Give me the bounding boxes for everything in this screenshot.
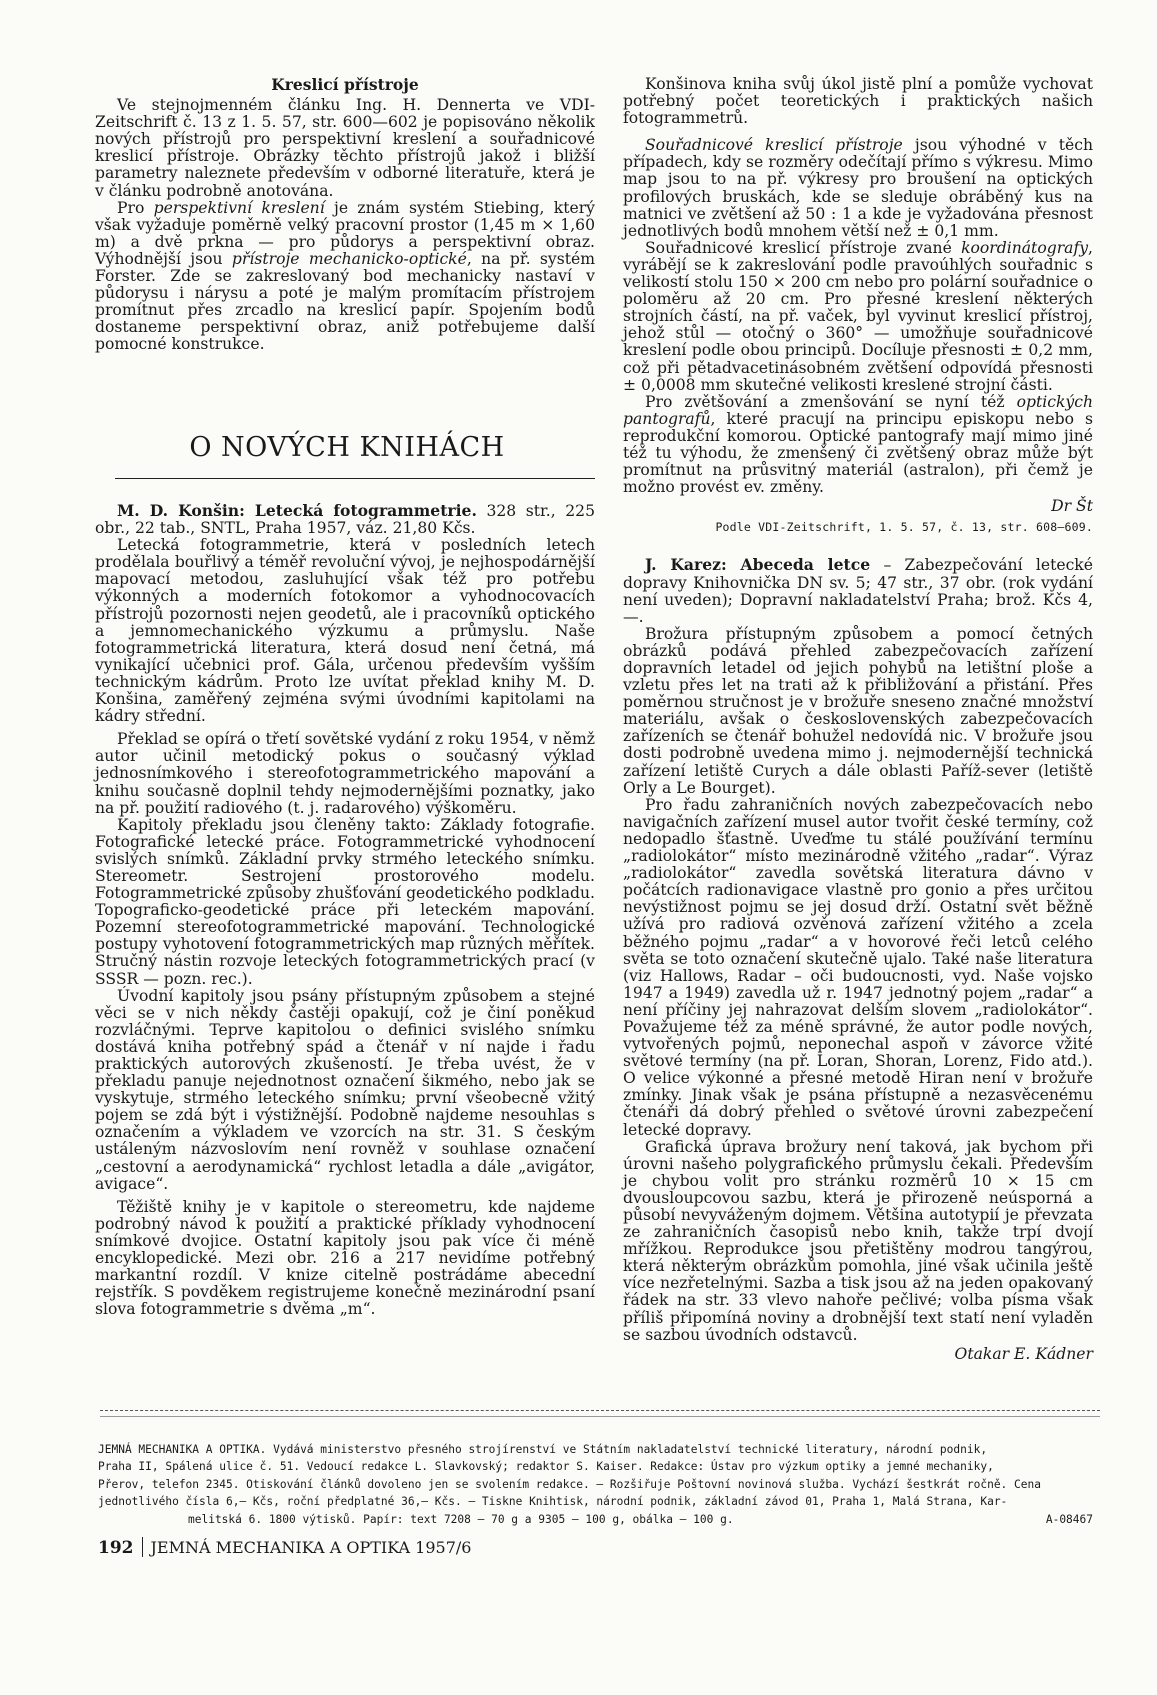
imprint-line-4: jednotlivého čísla 6,— Kčs, roční předplatné 36,— Kčs. — Tiskne Knihtisk, národní podnik, základní závod 01, Praha 1, Malá Strana, Kar-	[98, 1495, 1008, 1509]
imprint-line-3: Přerov, telefon 2345. Otiskování článků dovoleno jen se svolením redakce. – Rozšiřuje Poštovní novinová služba. Vychází šestkrát ročně. Cena	[98, 1477, 1041, 1491]
signature-dr-st: Dr Št	[1051, 497, 1093, 516]
kreslici-title: Kreslicí přístroje	[271, 75, 419, 94]
signature-kadner: Otakar E. Kádner	[954, 1344, 1093, 1363]
review1-header	[95, 502, 595, 537]
kreslici-paragraph-1: Ve stejnojmenném článku Ing. H. Dennerta ve VDI-Zeitschrift č. 13 z 1. 5. 57, str. 600—602 je popisováno několik nových přístrojů pro perspektivní kreslení a souřadnicové kreslicí přístroje. Obrázky těchto přístrojů jakož i bližší parametry naleznete především v odborné literatuře, která je v článku podrobně anotována.	[95, 96, 595, 200]
imprint-line-2: Praha II, Spálená ulice č. 51. Vedoucí redakce L. Slavkovský; redaktor S. Kaiser. Redakce: Ústav pro výzkum optiky a jemné mechaniky,	[98, 1460, 994, 1474]
review-konsin	[95, 502, 595, 1318]
review2-paragraph-3: Grafická úprava brožury není taková, jak bychom při úrovni našeho polygrafického průmyslu čekali. Především je chybou volit pro stránku rozměrů 10 × 15 cm dvousloupcovou sazbu, která je přirozeně neúsporná a působí nevyváženým dojmem. Většina autotypií je převzata ze zahraničních časopisů nebo knih, takže trpí dvojí mřížkou. Reprodukce jsou přetištěny modrou tangýrou, která některým obrázkům pomohla, jiné však učinila ještě více nezřetelnými. Sazba a tisk jsou až na jeden opakovaný řádek na str. 33 vlevo nahoře pečlivé; volba písma však příliš připomíná noviny a drobnější text statí není vyladěn se sazbou úvodních odstavců.	[623, 1137, 1093, 1344]
source-note: Podle VDI-Zeitschrift, 1. 5. 57, č. 13, str. 608—609.	[715, 520, 1093, 535]
review1-paragraph-2: Překlad se opírá o třetí sovětské vydání z roku 1954, v němž autor učinil metodický pokus o současný výklad jednosnímkového i stereofotogrammetrického mapování a knihu současně doplnil tehdy nejmodernějšími poznatky, jako na př. použití radiového (t. j. radarového) výškoměru.	[95, 730, 595, 817]
folio	[98, 1537, 471, 1558]
folio-divider	[142, 1537, 143, 1557]
review1-title: M. D. Konšin: Letecká fotogrammetrie.	[117, 501, 477, 520]
right-paragraph-2: Souřadnicové kreslicí přístroje jsou výhodné v těch případech, kdy se rozměry odečítají přímo s výkresu. Mimo map jsou to na př. výkresy pro broušení na optických profilových bruskách, kde se sleduje obráběný kus na matnici ve zvětšení až 50 : 1 a kde je vyžadována přesnost jednotlivých bodů mnohem větší než ± 0,1 mm.	[623, 136, 1093, 240]
kreslici-paragraph-2: Pro perspektivní kreslení je znám systém Stiebing, který však vyžaduje poměrně velký pracovní prostor (1,45 m × 1,60 m) a dvě prkna — pro půdorys a perspektivní obraz. Výhodnější jsou přístroje mechanicko-optické, na př. systém Forster. Zde se zakreslovaný bod mechanicky nastaví v půdorysu i nárysu a poté je malým promítacím přístrojem promítnut přes zrcadlo na kreslicí papír. Spojením bodů dostaneme perspektivní obraz, aniž potřebujeme další pomocné konstrukce.	[95, 198, 595, 354]
review1-meta: 328 str., 225 obr., 22 tab., SNTL, Praha 1957, váz. 21,80 Kčs.	[95, 502, 595, 538]
review1-paragraph-3: Kapitoly překladu jsou členěny takto: Základy fotografie. Fotografické letecké práce. Fotogrammetrické vyhodnocení svislých snímků. Základní prvky strmého leteckého snímku. Stereometr. Sestrojení prostorového modelu. Fotogrammetrické způsoby zhušťování geodetického podkladu. Topograficko-geodetické práce při leteckém mapování. Pozemní stereofotogrammetrické mapování. Technologické postupy vyhotovení fotogrammetrických map různých měřítek. Stručný nástin rozvoje leteckých fotogrammetrických prací (v SSSR — pozn. rec.).	[95, 815, 595, 988]
right-paragraph-4: Pro zvětšování a zmenšování se nyní též optických pantografů, které pracují na principu episkopu nebo s reprodukční komorou. Optické pantografy mají mimo jiné též tu výhodu, že zmenšený či zvětšený obraz může být promítnut na průsvitný materiál (astralon), při čemž je možno provést ev. změny.	[623, 392, 1093, 497]
review2-meta: – Zabezpečování letecké dopravy Knihovnička DN sv. 5; 47 str., 37 obr. (rok vydání není uveden); Dopravní nakladatelství Praha; brož. Kčs 4,—.	[623, 556, 1093, 626]
review2-header	[623, 556, 1093, 625]
section-heading: O NOVÝCH KNIHÁCH	[189, 432, 505, 463]
imprint-line-5: melitská 6. 1800 výtisků. Papír: text 7208 — 70 g a 9305 — 100 g, obálka — 100 g. A-08467	[98, 1511, 1093, 1528]
imprint-code: A-08467	[1045, 1512, 1093, 1526]
journal-name: JEMNÁ MECHANIKA A OPTIKA 1957/6	[150, 1538, 472, 1557]
right-paragraph-1: Konšinova kniha svůj úkol jistě plní a pomůže vychovat potřebný počet teoretických i praktických našich fotogrammetrů.	[623, 75, 1093, 128]
left-column-top	[95, 76, 595, 354]
review1-paragraph-1: Letecká fotogrammetrie, která v posledních letech prodělala bouřlivý a téměř revoluční vývoj, je nejhospodárnější mapovací metodou, zasluhující však též pro potřebu výkonných a moderních fotokomor a vyhodnocovacích přístrojů pozornosti nejen geodetů, ale i pracovníků optického a jemnomechanického výzkumu a průmyslu. Naše fotogrammetrická literatura, která dosud není četná, má vynikající učebnici prof. Gála, určenou především vyšším technickým kádrům. Proto lze uvítat překlad knihy M. D. Konšina, zaměřený zejména svými úvodními kapitolami na kádry střední.	[95, 536, 595, 726]
right-column	[623, 76, 1093, 1363]
review2-title: J. Karez: Abeceda letce	[645, 555, 871, 575]
imprint	[98, 1441, 1093, 1528]
footer-rule	[100, 1416, 1100, 1417]
right-paragraph-3: Souřadnicové kreslicí přístroje zvané koordinátografy, vyrábějí se k zakreslování podle pravoúhlých souřadnic s velikostí stolu 150 × 200 cm nebo pro polární souřadnice o poloměru až 20 cm. Pro přesné kreslení některých strojních částí, na př. vaček, byl vyvinut kreslicí přístroj, jehož stůl — otočný o 360° — umožňuje souřadnicové kreslení podle obou principů. Docíluje přesnosti ± 0,2 mm, což při pětadvacetinásobném zvětšení odpovídá přesnosti ± 0,0008 mm skutečné velikosti kreslené strojní části.	[623, 238, 1093, 394]
footer-rule-dashed	[100, 1410, 1100, 1411]
review2-paragraph-1: Brožura přístupným způsobem a pomocí četných obrázků podává přehled zabezpečovacích zařízení dopravních letadel od jejich pohybů na letištní ploše a vzletu přes let na trati až k přibližování a přistání. Přes poměrnou stručnost je v brožuře sneseno značné množství materiálu, avšak o československých zabezpečovacích zařízeních se čtenář bohužel nedovídá nic. V brožuře jsou dosti podrobně uvedena mimo j. nejmodernější technická zařízení letiště Curych a dále oblasti Paříž-sever (letiště Orly a Le Bourget).	[623, 624, 1093, 797]
page-number: 192	[98, 1538, 134, 1558]
review1-paragraph-4: Úvodní kapitoly jsou psány přístupným způsobem a stejné věci se v nich někdy častěji opakují, což je činí poněkud rozvláčnými. Teprve kapitolou o definici svislého snímku dostává kniha potřebný spád a čtenář v ní najde i řadu praktických autorových zkušeností. Je třeba uvést, že v překladu panuje nejednotnost označení šikmého, nebo jak se vyskytuje, strmého leteckého snímku; první všeobecně vžitý pojem se zdá být i výstižnější. Podobně najdeme nesouhlas s označením a výkladem ve vzorcích na str. 31. S českým ustáleným názvoslovím není rovněž v souhlase označení „cestovní a aerodynamická“ rychlost letadla a dále „avigátor, avigace“.	[95, 986, 595, 1193]
imprint-line-1: JEMNÁ MECHANIKA A OPTIKA. Vydává ministerstvo přesného strojírenství ve Státním nakladatelství technické literatury, národní podnik,	[98, 1443, 988, 1456]
heading-rule	[115, 478, 595, 479]
review2-paragraph-2: Pro řadu zahraničních nových zabezpečovacích nebo navigačních zařízení musel autor tvořit české termíny, což nedopadlo šťastně. Uveďme tu stálé používání termínu „radiolokátor“ místo mezinárodně vžitého „radar“. Výraz „radiolokátor“ zavedla sovětská literatura dávno v počátcích radionavigace vlastně pro gonio a přes určitou nevýstižnost pojmu se jej dosud drží. Ostatní svět běžně užívá pro radiová ozvěnová zařízení vžitého a zcela běžného pojmu „radar“ a v hovorové řeči letců celého světa se toto označení skutečně ujalo. Také naše literatura (viz Hallows, Radar – oči budoucnosti, vyd. Naše vojsko 1947 a 1949) zavedla už r. 1947 jednotný pojem „radar“ a není příčiny jej nahrazovat delším slovem „radiolokátor“. Považujeme též za méně správné, že autor podle nových, vytvořených pojmů, neponechal aspoň v závorce vžité světové termíny (na př. Loran, Shoran, Lorenz, Fido atd.). O velice výkonné a přesné metodě Hiran není v brožuře zmínky. Jinak však je psána přístupně a nezasvěcenému čtenáři dá dobrý přehled o světové úrovni zabezpečení letecké dopravy.	[623, 795, 1093, 1139]
review1-paragraph-5: Těžiště knihy je v kapitole o stereometru, kde najdeme podrobný návod k použití a praktické příklady vyhodnocení snímkové dvojice. Ostatní kapitoly jsou pak více či méně encyklopedické. Mezi obr. 216 a 217 nevidíme potřebný markantní rozdíl. V knize citelně postrádáme abecední rejstřík. S povděkem registrujeme konečně mezinárodní psaní slova fotogrammetrie s dvěma „m“.	[95, 1197, 595, 1319]
